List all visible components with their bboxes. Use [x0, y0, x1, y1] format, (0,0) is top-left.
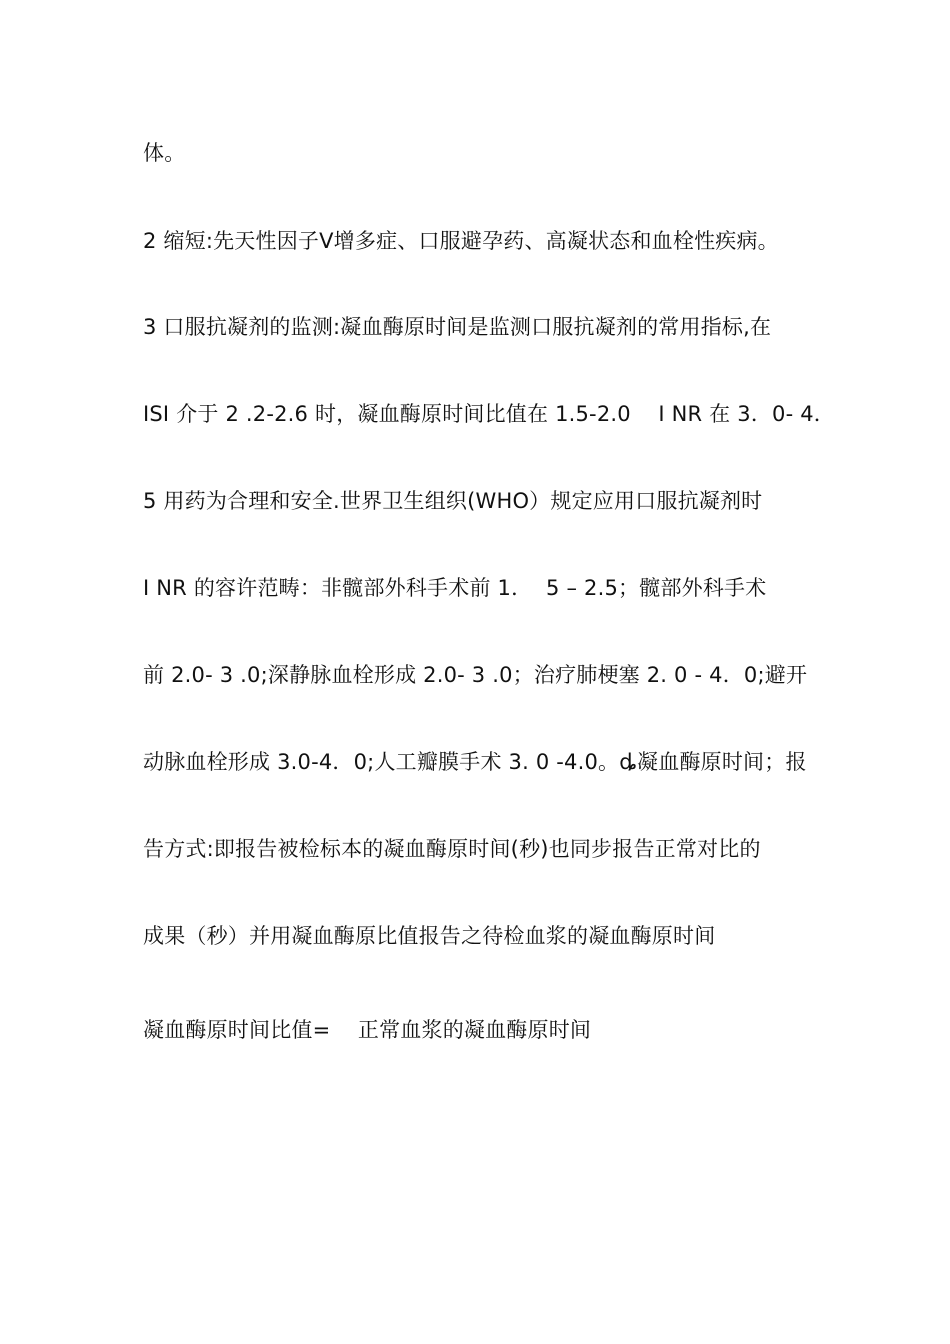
text-line: 3 口服抗凝剂的监测:凝血酶原时间是监测口服抗凝剂的常用指标,在 — [143, 315, 772, 339]
text-line: I NR 的容许范畴：非髋部外科手术前 1． 5 – 2.5；髋部外科手术 — [143, 576, 767, 600]
formula-line: 凝血酶原时间比值= 正常血浆的凝血酶原时间 — [143, 1018, 592, 1042]
text-line: ISI 介于 2 .2-2.6 时，凝血酶原时间比值在 1.5-2.0 I NR 在 3．0- 4． — [143, 402, 835, 426]
text-line: 5 用药为合理和安全.世界卫生组织(WHO）规定应用口服抗凝剂时 — [143, 489, 763, 513]
text-line: 动脉血栓形成 3.0-4．0;人工瓣膜手术 3. 0 -4.0。ȡ凝血酶原时间；报 — [143, 750, 807, 774]
text-line: 前 2.0- 3 .0;深静脉血栓形成 2.0- 3 .0；治疗肺梗塞 2. 0 - 4．0;避开 — [143, 663, 808, 687]
text-line: 成果（秒）并用凝血酶原比值报告之待检血浆的凝血酶原时间 — [143, 924, 716, 948]
text-line: 2 缩短:先天性因子Ⅴ增多症、口服避孕药、高凝状态和血栓性疾病。 — [143, 229, 779, 253]
text-line: 告方式:即报告被检标本的凝血酶原时间(秒)也同步报告正常对比的 — [143, 837, 761, 861]
text-line: 体。 — [143, 141, 186, 165]
